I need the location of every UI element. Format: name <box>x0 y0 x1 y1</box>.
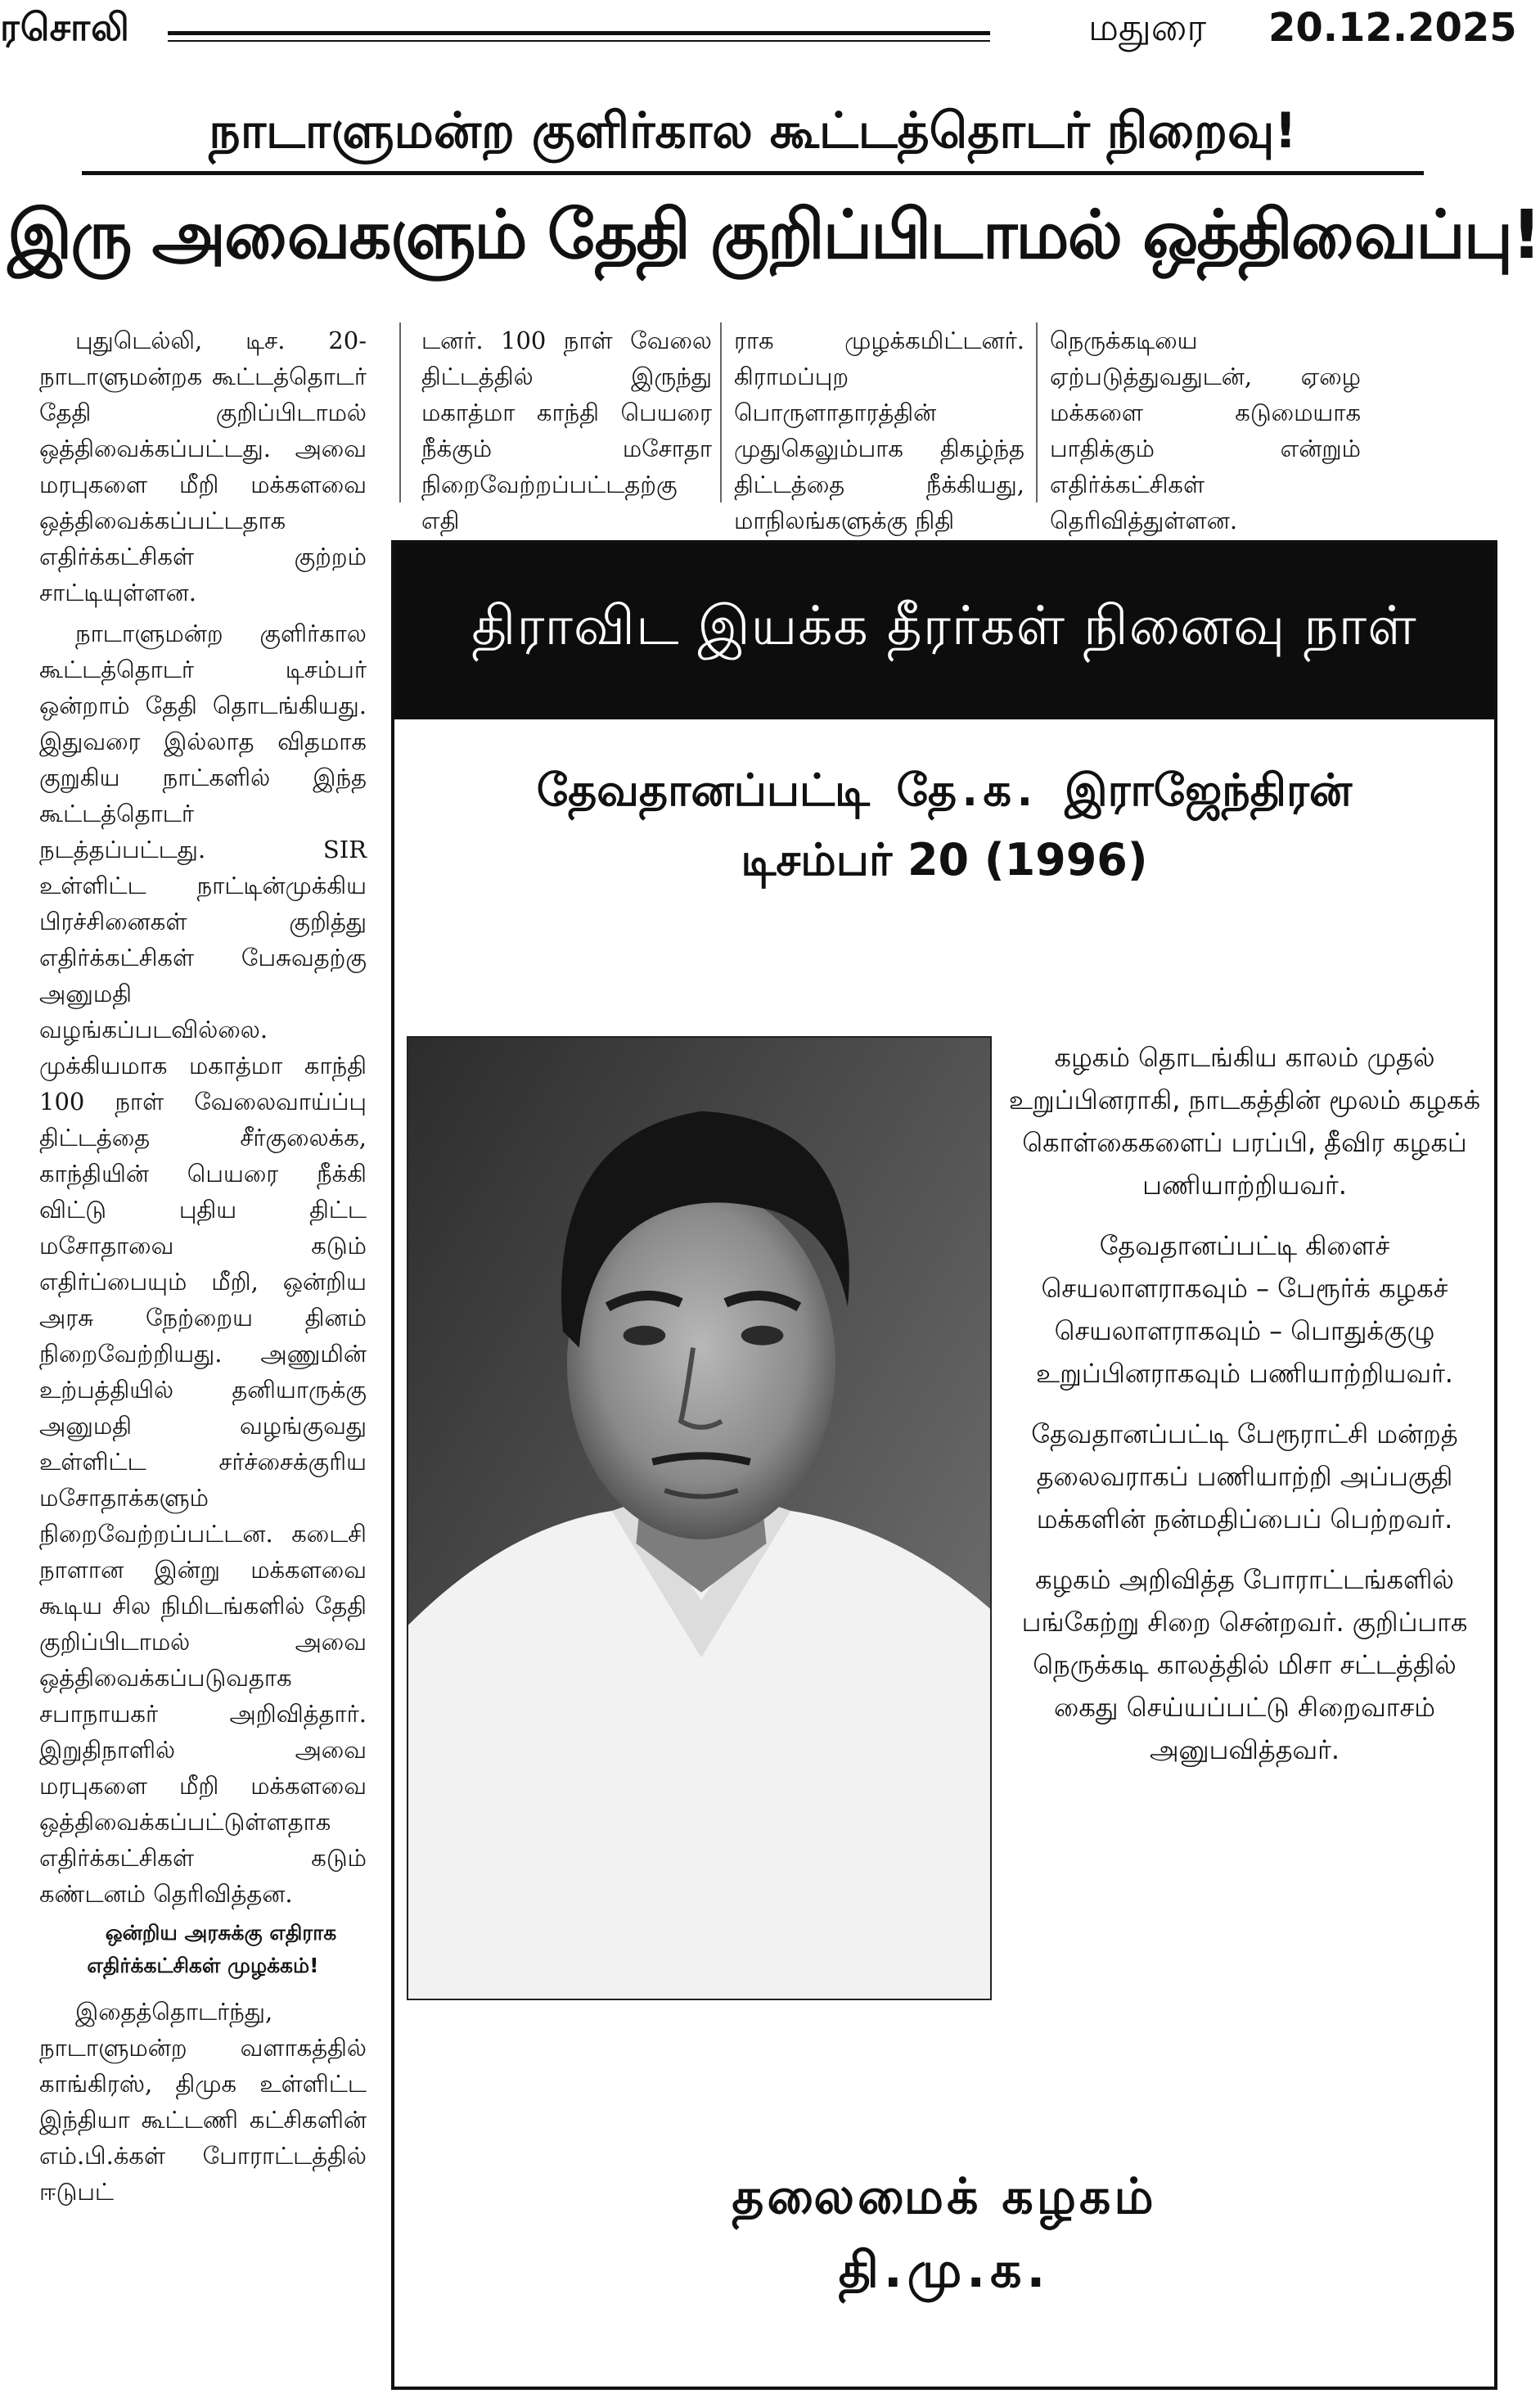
article-paragraph: ராக முழக்கமிட்டனர். கிராமப்புற பொருளாதாரத்தின் முதுகெலும்பாக திகழ்ந்த திட்டத்தை நீக்கியது, மாநிலங்களுக்கு நிதி <box>734 327 1024 534</box>
article-paragraph: டனர். 100 நாள் வேலை திட்டத்தில் இருந்து மகாத்மா காந்தி பெயரை நீக்கும் மசோதா நிறைவேற்றப்பட்டதற்கு எதி <box>421 327 712 534</box>
tribute-footer-org: தலைமைக் கழகம் <box>732 2168 1157 2225</box>
article-paragraph: நாடாளுமன்ற குளிர்கால கூட்டத்தொடர் டிசம்பர் ஒன்றாம் தேதி தொடங்கியது. இதுவரை இல்லாத விதமாக குறுகிய நாட்களில் இந்த கூட்டத்தொடர் நடத்தப்பட்டது. SIR உள்ளிட்ட நாட்டின்முக்கிய பிரச்சினைகள் குறித்து எதிர்க்கட்சிகள் பேசுவதற்கு அனுமதி வழங்கப்படவில்லை. முக்கியமாக மகாத்மா காந்தி 100 நாள் வேலைவாய்ப்பு திட்டத்தை சீர்குலைக்க, காந்தியின் பெயரை நீக்கி விட்டு புதிய திட்ட மசோதாவை கடும் எதிர்ப்பையும் மீறி, ஒன்றிய அரசு நேற்றைய தினம் நிறைவேற்றியது. அணுமின் உற்பத்தியில் தனியாருக்கு அனுமதி வழங்குவது உள்ளிட்ட சர்ச்சைக்குரிய மசோதாக்களும் நிறைவேற்றப்பட்டன. கடைசி நாளான இன்று மக்களவை கூடிய சில நிமிடங்களில் தேதி குறிப்பிடாமல் அவை ஒத்திவைக்கப்படுவதாக சபாநாயகர் அறிவித்தார். இறுதிநாளில் அவை மரபுகளை மீறி மக்களவை ஒத்திவைக்கப்பட்டுள்ளதாக எதிர்க்கட்சிகள் கடும் கண்டனம் தெரிவித்தன. <box>39 620 367 1908</box>
tribute-title-band <box>394 543 1494 719</box>
article-left-column <box>39 322 367 2393</box>
article-paragraph: இதைத்தொடர்ந்து, நாடாளுமன்ற வளாகத்தில் காங்கிரஸ், திமுக உள்ளிட்ட இந்தியா கூட்டணி கட்சிகளின் எம்.பி.க்கள் போராட்டத்தில் ஈடுபட் <box>39 1998 367 2206</box>
article-paragraph: நெருக்கடியை ஏற்படுத்துவதுடன், ஏழை மக்களை கடுமையாக பாதிக்கும் என்றும் எதிர்க்கட்சிகள் தெரிவித்துள்ளன. <box>1050 327 1361 534</box>
article-top-column-4 <box>1050 322 1361 534</box>
paper-name: ரசொலி <box>0 5 130 49</box>
article-top-column-2 <box>421 322 712 534</box>
tribute-name: தேவதானப்பட்டி தே.க. இராஜேந்திரன் <box>536 764 1353 816</box>
bio-paragraph: தேவதானப்பட்டி பேரூராட்சி மன்றத் தலைவராகப் பணியாற்றி அப்பகுதி மக்களின் நன்மதிப்பைப் பெற்றவர். <box>1031 1418 1458 1535</box>
article-top-column-3 <box>734 322 1024 534</box>
bio-paragraph: கழகம் தொடங்கிய காலம் முதல் உறுப்பினராகி, நாடகத்தின் மூலம் கழகக் கொள்கைகளைப் பரப்பி, தீவிர கழகப் பணியாற்றியவர். <box>1008 1042 1481 1201</box>
tribute-footer-party: தி.மு.க. <box>838 2242 1051 2299</box>
article-headline: இரு அவைகளும் தேதி குறிப்பிடாமல் ஒத்திவைப்பு! <box>7 196 1540 274</box>
article-kicker: நாடாளுமன்ற குளிர்கால கூட்டத்தொடர் நிறைவு! <box>82 102 1424 175</box>
column-divider <box>720 322 722 503</box>
article-subhead: ஒன்றிய அரசுக்கு எதிராக எதிர்க்கட்சிகள் முழக்கம்! <box>87 1921 337 1977</box>
edition-date: 20.12.2025 <box>1268 5 1517 51</box>
column-divider <box>1036 322 1038 503</box>
tribute-dates: டிசம்பர் 20 (1996) <box>741 834 1148 886</box>
tribute-title: திராவிட இயக்க தீரர்கள் நினைவு நாள் <box>471 594 1417 657</box>
masthead <box>0 0 1517 74</box>
column-divider <box>399 322 401 503</box>
masthead-rule <box>168 31 990 35</box>
edition-place: மதுரை <box>1088 5 1207 49</box>
portrait-illustration <box>408 1038 990 1999</box>
tribute-box <box>391 540 1497 2390</box>
portrait-photo <box>407 1036 992 2000</box>
bio-paragraph: தேவதானப்பட்டி கிளைச் செயலாளராகவும் – பேரூர்க் கழகச் செயலாளராகவும் – பொதுக்குழு உறுப்பினராகவும் பணியாற்றியவர். <box>1036 1230 1453 1389</box>
tribute-bio <box>1006 1036 1483 1771</box>
masthead-rule-thin <box>168 40 990 42</box>
bio-paragraph: கழகம் அறிவித்த போராட்டங்களில் பங்கேற்று சிறை சென்றவர். குறிப்பாக நெருக்கடி காலத்தில் மிசா சட்டத்தில் கைது செய்யப்பட்டு சிறைவாசம் அனுபவித்தவர். <box>1021 1564 1468 1765</box>
article-paragraph: புதுடெல்லி, டிச. 20- நாடாளுமன்றக கூட்டத்தொடர் தேதி குறிப்பிடாமல் ஒத்திவைக்கப்பட்டது. அவை மரபுகளை மீறி மக்களவை ஒத்திவைக்கப்பட்டதாக எதிர்க்கட்சிகள் குற்றம் சாட்டியுள்ளன. <box>39 327 367 606</box>
